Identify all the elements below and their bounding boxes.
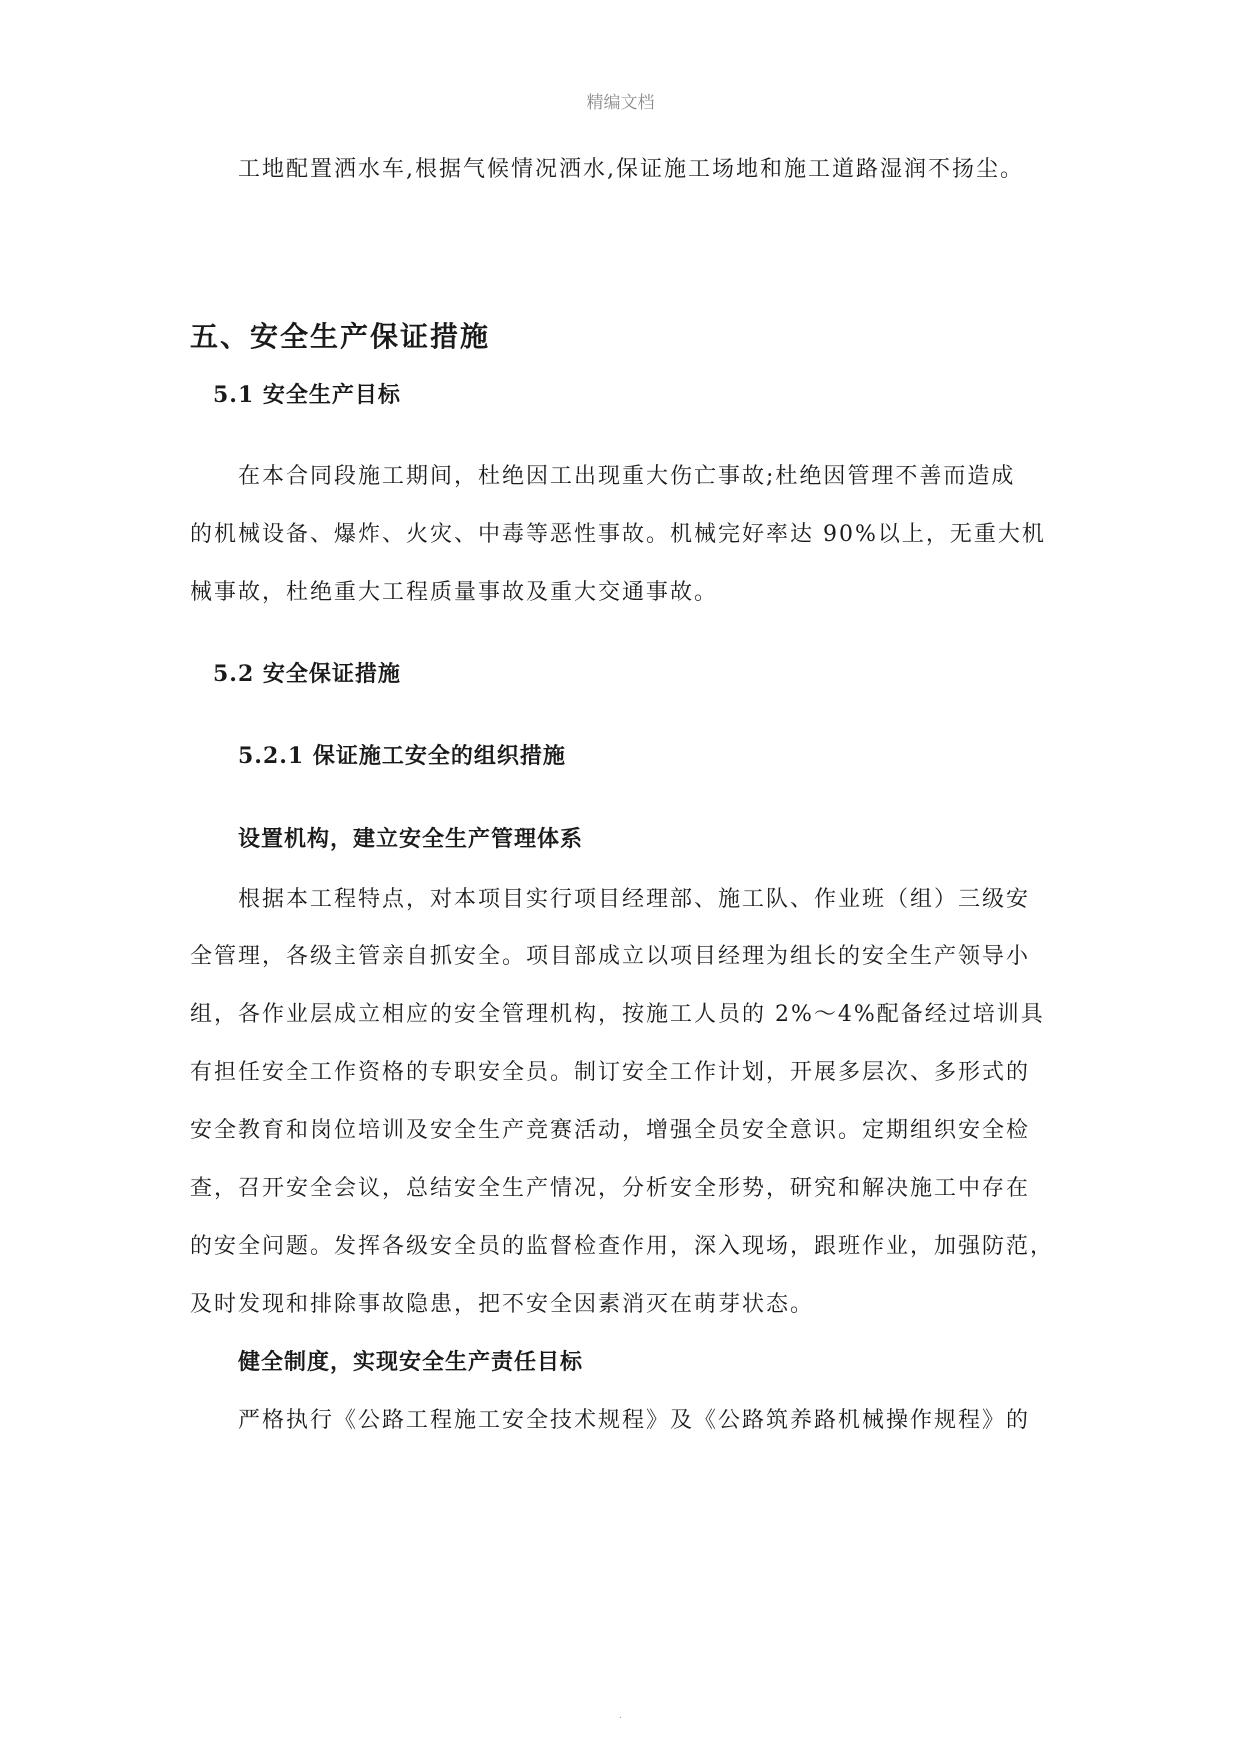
paragraph-watering: 工地配置洒水车,根据气候情况洒水,保证施工场地和施工道路湿润不扬尘。 [238, 157, 1024, 182]
paragraph-line: 有担任安全工作资格的专职安全员。制订安全工作计划，开展多层次、多形式的 [190, 1060, 1031, 1085]
paragraph-line: 在本合同段施工期间，杜绝因工出现重大伤亡事故;杜绝因管理不善而造成 [238, 464, 1016, 489]
paragraph-line: 根据本工程特点，对本项目实行项目经理部、施工队、作业班（组）三级安 [238, 887, 1031, 912]
subheading-organization: 设置机构，建立安全生产管理体系 [238, 826, 584, 852]
paragraph-line: 安全教育和岗位培训及安全生产竞赛活动，增强全员安全意识。定期组织安全检 [190, 1118, 1031, 1143]
paragraph-line: 械事故，杜绝重大工程质量事故及重大交通事故。 [190, 580, 719, 605]
paragraph-line: 查，召开安全会议，总结安全生产情况，分析安全形势，研究和解决施工中存在 [190, 1176, 1031, 1201]
section-5-1-title: 5.1 安全生产目标 [213, 382, 401, 408]
section-5-2-title: 5.2 安全保证措施 [213, 661, 401, 687]
section-5-2-1-title: 5.2.1 保证施工安全的组织措施 [238, 743, 566, 769]
footer-mark: . [618, 1710, 623, 1721]
header-watermark: 精编文档 [586, 93, 655, 113]
paragraph-line: 及时发现和排除事故隐患，把不安全因素消灭在萌芽状态。 [190, 1292, 815, 1317]
subheading-system: 健全制度，实现安全生产责任目标 [238, 1349, 584, 1375]
paragraph-line: 的安全问题。发挥各级安全员的监督检查作用，深入现场，跟班作业，加强防范， [190, 1234, 1055, 1259]
section-5-title: 五、安全生产保证措施 [190, 320, 491, 353]
paragraph-line: 组，各作业层成立相应的安全管理机构，按施工人员的 2%～4%配备经过培训具 [190, 1002, 1045, 1027]
paragraph-line: 全管理，各级主管亲自抓安全。项目部成立以项目经理为组长的安全生产领导小 [190, 944, 1031, 969]
paragraph-line: 的机械设备、爆炸、火灾、中毒等恶性事故。机械完好率达 90%以上，无重大机 [190, 522, 1046, 547]
paragraph-line: 严格执行《公路工程施工安全技术规程》及《公路筑养路机械操作规程》的 [238, 1408, 1031, 1433]
